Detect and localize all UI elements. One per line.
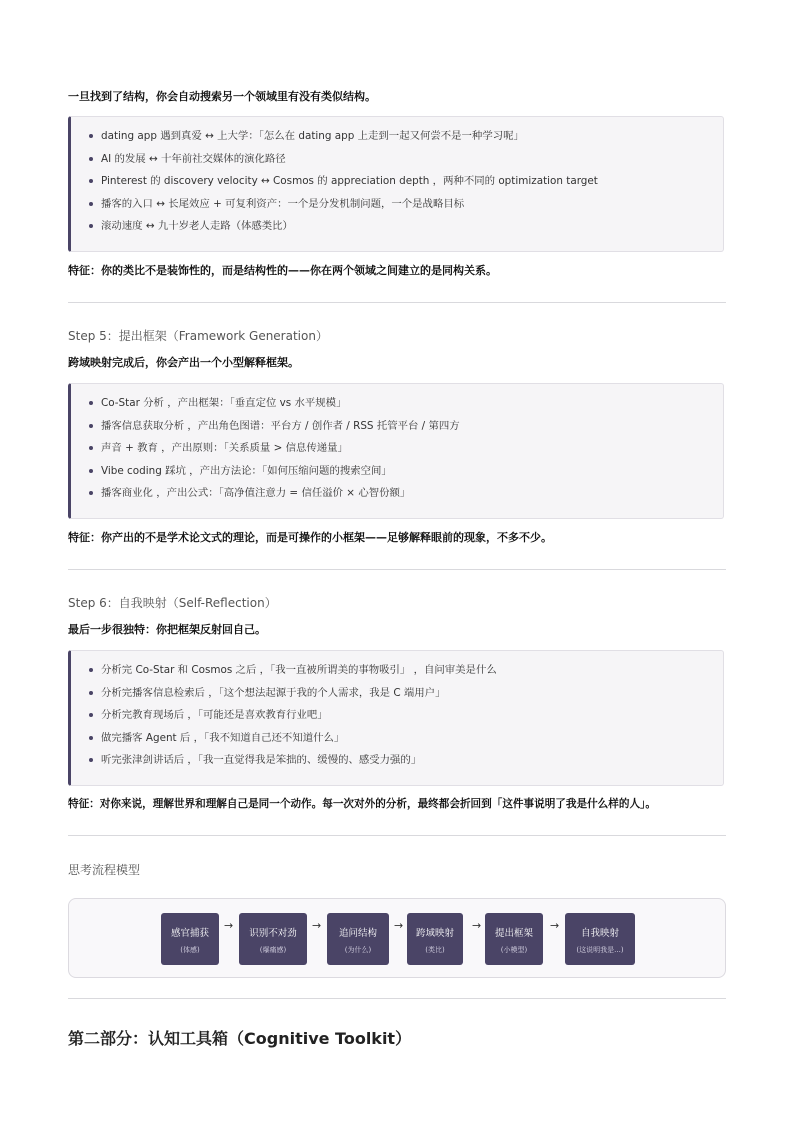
flow-node: 提出框架 (小模型) <box>485 913 543 965</box>
bullet-icon <box>89 134 93 138</box>
flow-node: 跨域映射 (类比) <box>407 913 463 965</box>
flow-node: 追问结构 (为什么) <box>327 913 389 965</box>
list-item: Vibe coding 踩坑 ，产出方法论：「如何压缩问题的搜索空间」 <box>89 464 460 487</box>
list-item: Co-Star 分析 ，产出框架：「垂直定位 vs 水平规模」 <box>89 396 460 419</box>
arrow-icon: → <box>394 919 404 932</box>
bullet-icon <box>89 401 93 405</box>
framework-quote-block <box>68 383 724 519</box>
step-intro: 最后一步很独特：你把框架反射回自己。 <box>68 623 266 636</box>
list-item: 听完张津剑讲话后 ，「我一直觉得我是笨拙的、缓慢的、感受力强的」 <box>89 753 497 776</box>
section-heading: 第二部分：认知工具箱（Cognitive Toolkit） <box>68 1029 412 1048</box>
list-item: 分析完教育现场后 ，「可能还是喜欢教育行业吧」 <box>89 708 497 731</box>
bullet-icon <box>89 224 93 228</box>
intro-paragraph: 一旦找到了结构，你会自动搜索另一个领域里有没有类似结构。 <box>68 90 376 103</box>
divider <box>68 998 726 999</box>
arrow-icon: → <box>312 919 322 932</box>
arrow-icon: → <box>550 919 560 932</box>
flow-node: 感官捕获 (体感) <box>161 913 219 965</box>
divider <box>68 302 726 303</box>
list-item: 分析完 Co-Star 和 Cosmos 之后 ，「我一直被所谓美的事物吸引」 ，自问审美是什么 <box>89 663 497 686</box>
analogy-quote-block <box>68 116 724 252</box>
list-item: 播客商业化 ，产出公式：「高净值注意力 = 信任溢价 × 心智份额」 <box>89 486 460 509</box>
feature-paragraph: 特征：你产出的不是学术论文式的理论，而是可操作的小框架——足够解释眼前的现象，不多不少。 <box>68 531 552 544</box>
list-item: 做完播客 Agent 后 ，「我不知道自己还不知道什么」 <box>89 731 497 754</box>
bullet-icon <box>89 758 93 762</box>
step-heading: Step 6：自我映射（Self-Reflection） <box>68 596 277 610</box>
flow-node: 识别不对劲 (爆痛感) <box>239 913 307 965</box>
list-item: dating app 遇到真爱 ↔ 上大学：「怎么在 dating app 上走到一起又何尝不是一种学习呢」 <box>89 129 598 152</box>
bullet-icon <box>89 713 93 717</box>
bullet-icon <box>89 691 93 695</box>
self-reflection-quote-block <box>68 650 724 786</box>
feature-paragraph: 特征：对你来说，理解世界和理解自己是同一个动作。每一次对外的分析，最终都会折回到「这件事说明了我是什么样的人」。 <box>68 798 656 810</box>
bullet-icon <box>89 668 93 672</box>
thinking-flow-diagram <box>68 898 726 978</box>
feature-paragraph: 特征：你的类比不是装饰性的，而是结构性的——你在两个领域之间建立的是同构关系。 <box>68 264 497 277</box>
step-intro: 跨域映射完成后，你会产出一个小型解释框架。 <box>68 356 299 369</box>
divider <box>68 835 726 836</box>
bullet-icon <box>89 424 93 428</box>
divider <box>68 569 726 570</box>
bullet-icon <box>89 736 93 740</box>
bullet-icon <box>89 491 93 495</box>
list-item: 播客信息获取分析 ，产出角色图谱：平台方 / 创作者 / RSS 托管平台 / 第四方 <box>89 419 460 442</box>
list-item: 滚动速度 ↔ 九十岁老人走路（体感类比） <box>89 219 598 242</box>
list-item: 分析完播客信息检索后 ，「这个想法起源于我的个人需求，我是 C 端用户」 <box>89 686 497 709</box>
bullet-icon <box>89 157 93 161</box>
bullet-icon <box>89 202 93 206</box>
bullet-icon <box>89 469 93 473</box>
list-item: AI 的发展 ↔ 十年前社交媒体的演化路径 <box>89 152 598 175</box>
arrow-icon: → <box>224 919 234 932</box>
list-item: Pinterest 的 discovery velocity ↔ Cosmos 的 appreciation depth ，两种不同的 optimization target <box>89 174 598 197</box>
list-item: 播客的入口 ↔ 长尾效应 + 可复利资产：一个是分发机制问题，一个是战略目标 <box>89 197 598 220</box>
step-heading: Step 5：提出框架（Framework Generation） <box>68 329 328 343</box>
arrow-icon: → <box>472 919 482 932</box>
flow-node: 自我映射 (这说明我是...) <box>565 913 635 965</box>
list-item: 声音 + 教育 ，产出原则：「关系质量 > 信息传递量」 <box>89 441 460 464</box>
flow-title: 思考流程模型 <box>68 863 141 877</box>
bullet-icon <box>89 179 93 183</box>
bullet-icon <box>89 446 93 450</box>
